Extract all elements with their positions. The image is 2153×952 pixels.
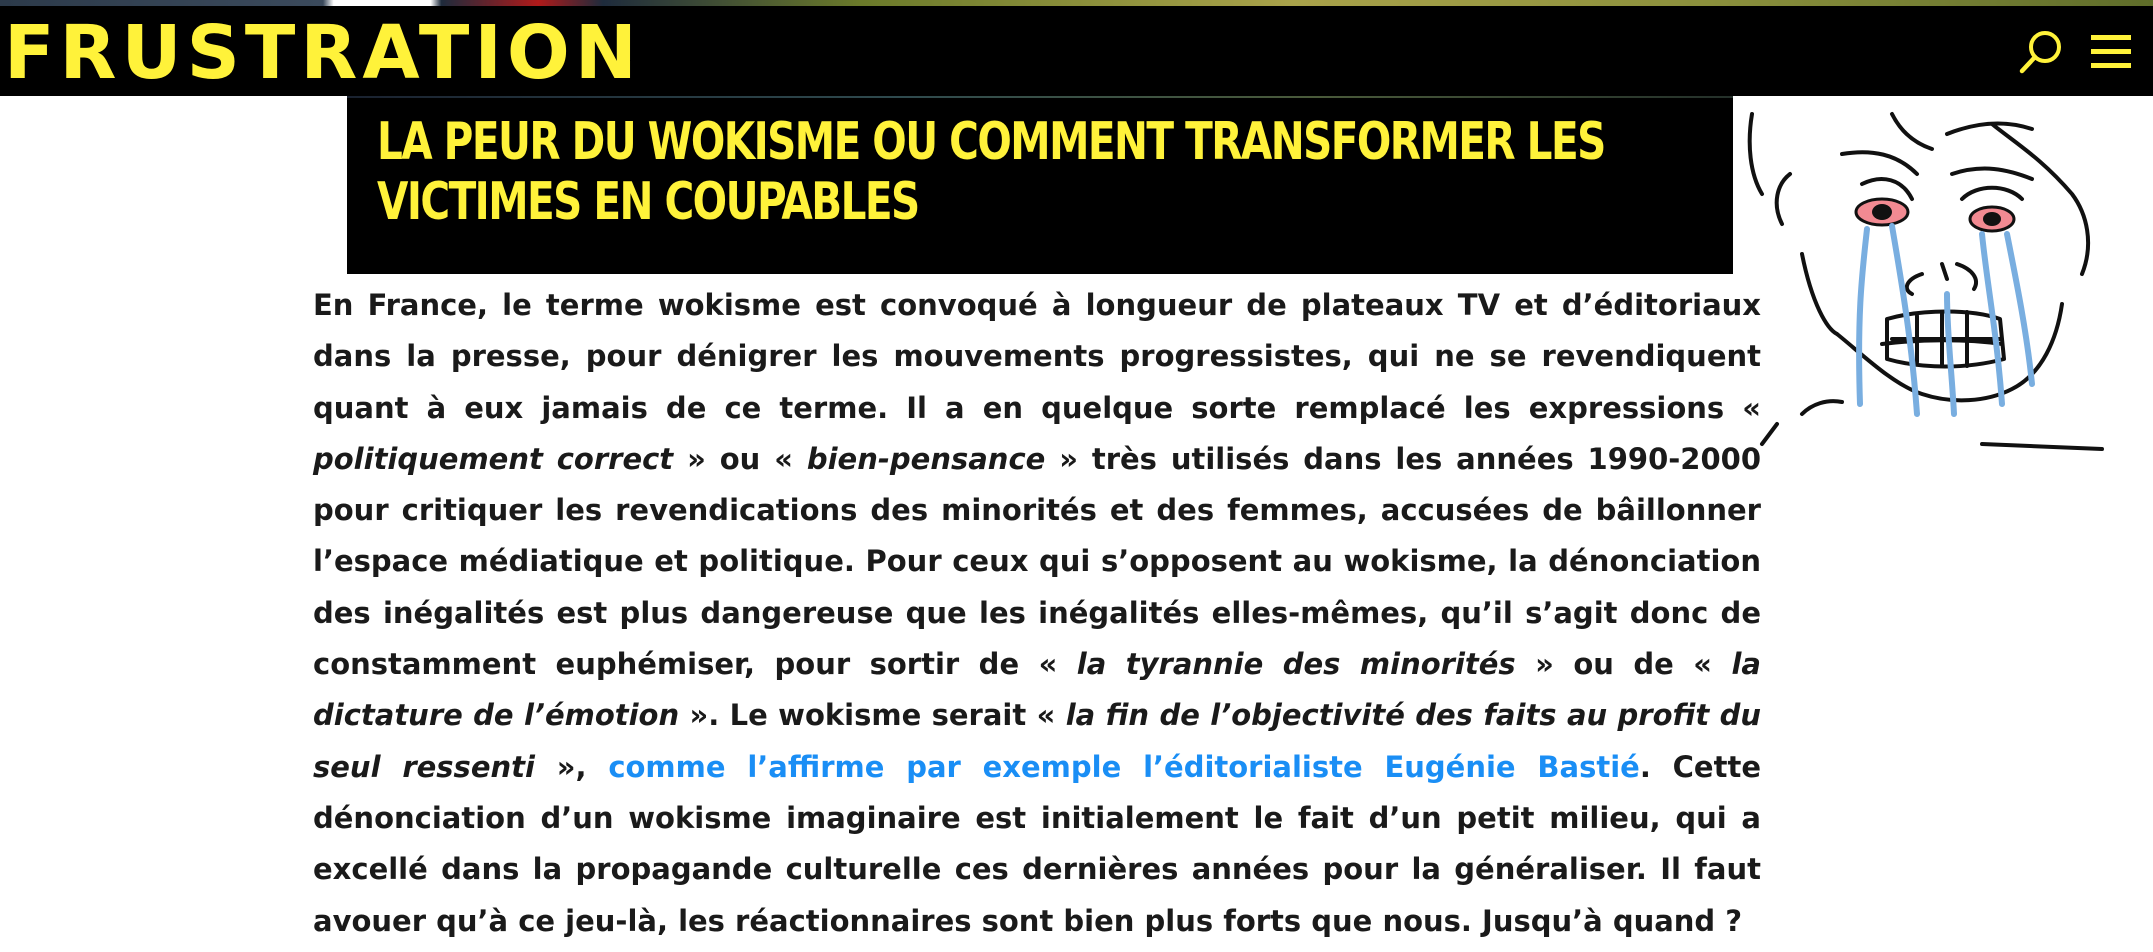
article-title-box bbox=[347, 98, 1733, 274]
text-segment: En France, le terme wokisme est convoqué à longueur de plateaux TV et d’éditoriaux dans la presse, pour dénigrer les mouvements progressistes, qui ne se revendiquent quant à eux jamais de ce terme. Il a en quelque sorte remplacé les expressions « bbox=[313, 288, 1761, 425]
article-link-bastie[interactable]: comme l’affirme par exemple l’éditorialiste Eugénie Bastié bbox=[608, 749, 1640, 784]
text-segment: » très utilisés dans les années 1990-2000 pour critiquer les revendications des minorités et des femmes, accusées de bâillonner l’espace médiatique et politique. Pour ceux qui s’opposent au wokisme, la dénonciation des inégalités est plus dangereuse que les inégalités elles-mêmes, qu’il s’agit donc de constamment euphémiser, pour sortir de « bbox=[313, 441, 1762, 682]
header-actions bbox=[2017, 28, 2135, 76]
text-segment: . Cette dénonciation d’un wokisme imaginaire est initialement le fait d’un petit milieu, qui a excellé dans la propagande culturelle ces dernières années pour la généraliser. Il faut avouer qu’à ce jeu-là, les réactionnaires sont bien plus forts que nous. Jusqu’à quand ? bbox=[313, 749, 1761, 938]
article-body bbox=[313, 280, 1761, 947]
crying-wojak-illustration bbox=[1742, 104, 2122, 454]
quote-bien-pensance: bien-pensance bbox=[806, 441, 1046, 476]
quote-tyrannie: la tyrannie des minorités bbox=[1076, 647, 1516, 682]
article-title: LA PEUR DU WOKISME OU COMMENT TRANSFORMER LES VICTIMES EN COUPABLES bbox=[377, 112, 1605, 232]
quote-politiquement-correct: politiquement correct bbox=[313, 441, 674, 476]
search-icon[interactable] bbox=[2017, 28, 2065, 76]
text-segment: » ou de « bbox=[1515, 647, 1732, 682]
site-logo[interactable]: FRUSTRATION bbox=[4, 10, 642, 96]
article-paragraph bbox=[313, 280, 1761, 947]
text-segment: ». Le wokisme serait « bbox=[679, 698, 1066, 733]
site-header bbox=[0, 6, 2153, 96]
quote-dictature: la dictature de l’émotion bbox=[313, 647, 1761, 733]
text-segment: » ou « bbox=[673, 441, 807, 476]
quote-fin-objectivite: la fin de l’objectivité des faits au profit du seul ressenti bbox=[313, 698, 1761, 784]
text-segment: », bbox=[534, 749, 609, 784]
hamburger-menu-icon[interactable] bbox=[2087, 28, 2135, 76]
